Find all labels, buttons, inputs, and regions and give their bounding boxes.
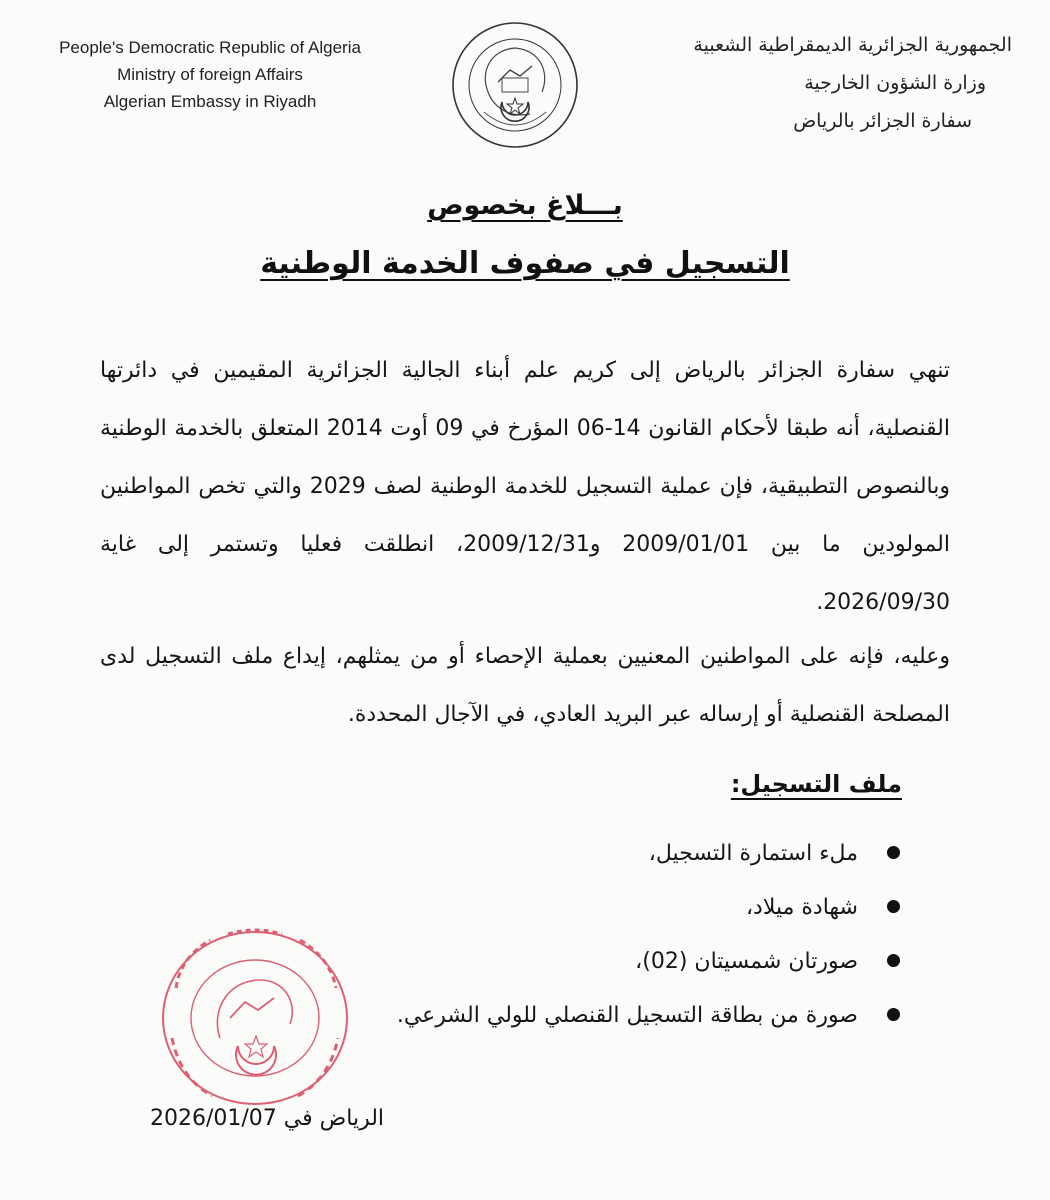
list-item-text: صورتان شمسيتان (02)، [635,949,858,974]
list-item [300,886,900,940]
list-item-text: ملء استمارة التسجيل، [648,841,858,866]
header-french [40,34,380,115]
bullet-icon [887,846,900,859]
list-item [300,994,900,1048]
header-arabic [592,26,1012,140]
registration-file-heading [731,770,902,798]
list-item [300,940,900,994]
notice-title-text: بـــلاغ بخصوص [427,190,623,221]
bullet-icon [887,900,900,913]
bullet-icon [887,1008,900,1021]
header-arabic-line: سفارة الجزائر بالرياض [793,110,972,132]
header-arabic-line: وزارة الشؤون الخارجية [804,72,986,94]
required-documents-list [300,832,900,1048]
registration-file-heading-text: ملف التسجيل: [730,770,902,798]
list-item-text: شهادة ميلاد، [745,895,858,920]
notice-subtitle [0,246,1050,281]
header-french-line: Ministry of foreign Affairs [117,65,303,84]
place-and-date: الرياض في 2026/01/07 [150,1106,385,1131]
header-french-line: People's Democratic Republic of Algeria [59,38,361,57]
paragraph-instructions: وعليه، فإنه على المواطنين المعنيين بعملية الإحصاء أو من يمثلهم، إيداع ملف التسجيل لدى المصلحة القنصلية أو إرساله عبر البريد العادي، في الآجال المحددة. [100,644,950,727]
national-emblem-icon [450,20,580,150]
list-item-text: صورة من بطاقة التسجيل القنصلي للولي الشرعي. [396,1003,858,1028]
embassy-stamp-icon [150,918,360,1118]
header-arabic-line: الجمهورية الجزائرية الديمقراطية الشعبية [693,34,1012,56]
paragraph-announcement: تنهي سفارة الجزائر بالرياض إلى كريم علم أبناء الجالية الجزائرية المقيمين في دائرتها القنصلية، أنه طبقا لأحكام القانون 14-06 المؤرخ في 09 أوت 2014 المتعلق بالخدمة الوطنية وبالنصوص التطبيقية، فإن عملية التسجيل للخدمة الوطنية لصف 2029 والتي تخص المواطنين المولودين ما بين 2009/01/01 و2009/12/31، انطلقت فعليا وتستمر إلى غاية 2026/09/30. [100,358,951,615]
header-french-line: Algerian Embassy in Riyadh [103,92,317,111]
list-item [300,832,900,886]
notice-title [0,190,1050,221]
bullet-icon [887,954,900,967]
notice-subtitle-text: التسجيل في صفوف الخدمة الوطنية [260,246,790,281]
